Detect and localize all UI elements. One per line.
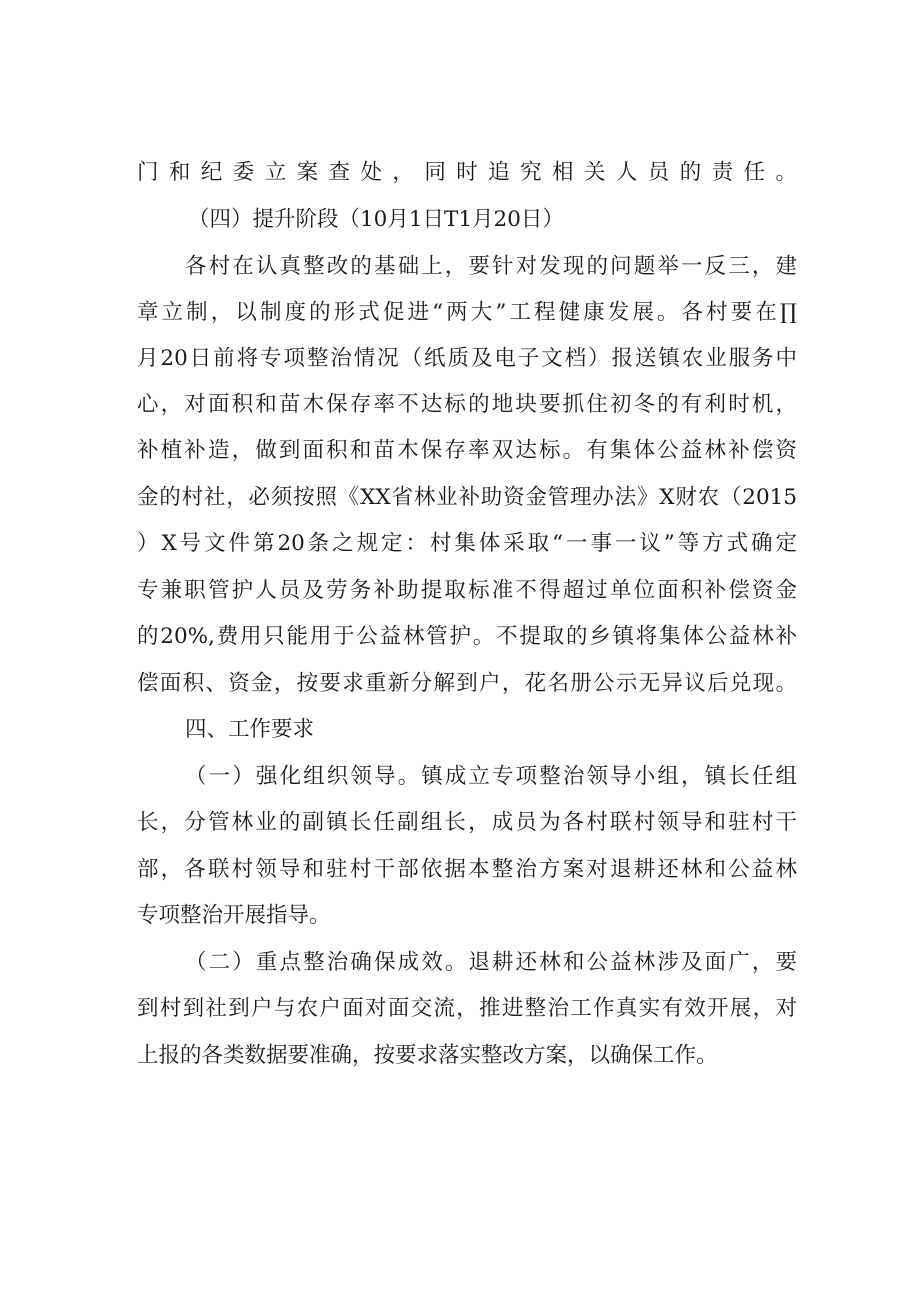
text-line: 专兼职管护人员及劳务补助提取标准不得超过单位面积补偿资金	[137, 578, 797, 603]
text-line: 上报的各类数据要准确，按要求落实整改方案，以确保工作。	[137, 1043, 718, 1068]
text-line: 各村在认真整改的基础上，要针对发现的问题举一反三，建	[185, 254, 797, 279]
text-line: 心，对面积和苗木保存率不达标的地块要抓住初冬的有利时机，	[137, 392, 797, 417]
section-heading: 四、工作要求	[185, 717, 315, 742]
section-heading: （四）提升阶段（10月1日T1月20日）	[188, 207, 564, 232]
text-line: 偿面积、资金，按要求重新分解到户，花名册公示无异议后兑现。	[137, 671, 797, 696]
text-line: ）X号文件第20条之规定：村集体采取“一事一议”等方式确定	[137, 531, 797, 556]
text-line: 长，分管林业的副镇长任副组长，成员为各村联村领导和驻村干	[137, 810, 797, 835]
text-line: （一）强化组织领导。镇成立专项整治领导小组，镇长任组	[185, 764, 797, 789]
text-line: 专项整治开展指导。	[137, 903, 331, 928]
text-line: 门和纪委立案查处，同时追究相关人员的责任。	[137, 160, 797, 185]
text-line: 金的村社，必须按照《XX省林业补助资金管理办法》X财农（2015	[137, 485, 797, 510]
text-line: 部，各联村领导和驻村干部依据本整治方案对退耕还林和公益林	[137, 857, 797, 882]
text-line: （二）重点整治确保成效。退耕还林和公益林涉及面广，要	[185, 950, 797, 975]
text-line: 到村到社到户与农户面对面交流，推进整治工作真实有效开展，对	[137, 996, 797, 1021]
text-line: 月20日前将专项整治情况（纸质及电子文档）报送镇农业服务中	[137, 346, 797, 371]
text-line: 的20%,费用只能用于公益林管护。不提取的乡镇将集体公益林补	[137, 624, 797, 649]
text-line: 章立制，以制度的形式促进“两大”工程健康发展。各村要在∏	[137, 300, 797, 325]
text-line: 补植补造，做到面积和苗木保存率双达标。有集体公益林补偿资	[137, 438, 797, 463]
